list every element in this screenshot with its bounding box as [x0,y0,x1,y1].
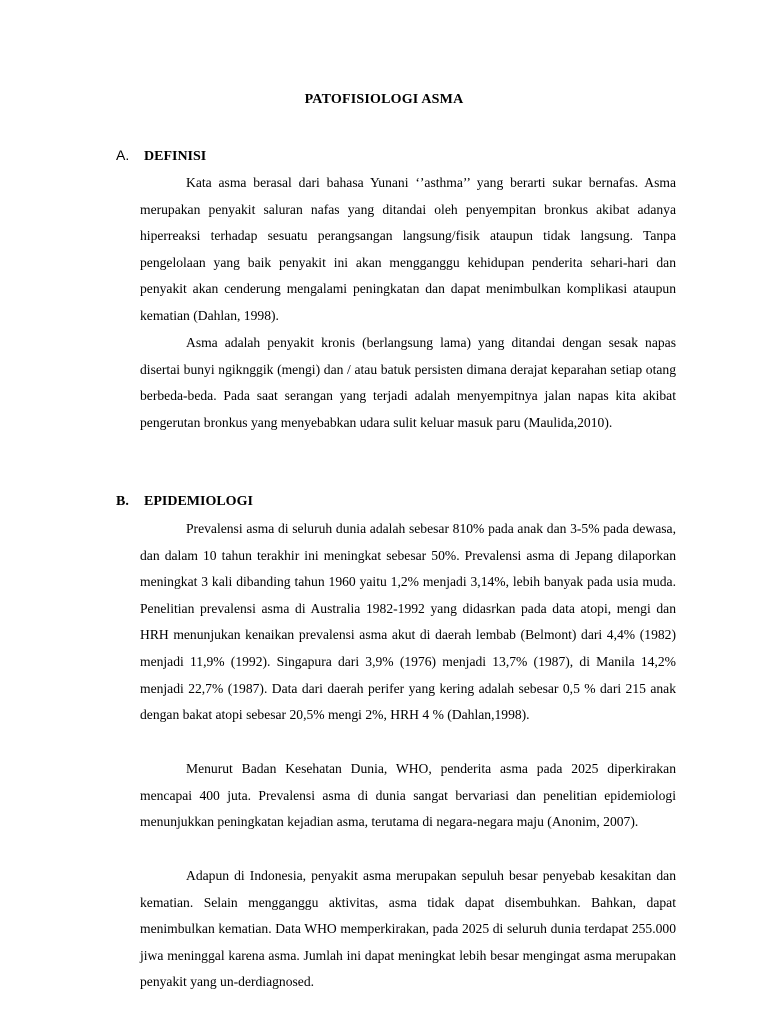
section-title: DEFINISI [144,149,207,164]
paragraph: Asma adalah penyakit kronis (berlangsung lama) yang ditandai dengan sesak napas disertai bunyi ngiknggik (mengi) dan / atau batuk persisten dimana derajat keparahan setiap otang berbeda-beda. Pada saat serangan yang terjadi adalah menyempitnya jalan napas kita akibat pengerutan bronkus yang menyebabkan udara sulit keluar masuk paru (Maulida,2010). [140,335,676,430]
paragraph: Prevalensi asma di seluruh dunia adalah sebesar 810% pada anak dan 3-5% pada dewasa, dan dalam 10 tahun terakhir ini meningkat sebesar 50%. Prevalensi asma di Jepang dilaporkan meningkat 3 kali dibanding tahun 1960 yaitu 1,2% menjadi 3,14%, lebih banyak pada usia muda. Penelitian prevalensi asma di Australia 1982-1992 yang didasrkan pada data atopi, mengi dan HRH menunjukan kenaikan prevalensi asma akut di daerah lembab (Belmont) dari 4,4% (1982) menjadi 11,9% (1992). Singapura dari 3,9% (1976) menjadi 13,7% (1987), di Manila 14,2% menjadi 22,7% (1987). Data dari daerah perifer yang kering adalah sebesar 0,5 % dari 215 anak dengan bakat atopi sebesar 20,5% mengi 2%, HRH 4 % (Dahlan,1998). [140,521,676,723]
section-heading-epidemiologi [116,494,253,510]
paragraph: Kata asma berasal dari bahasa Yunani ‘’asthma’’ yang berarti sukar bernafas. Asma merupakan penyakit saluran nafas yang ditandai oleh penyempitan bronkus akibat adanya hiperreaksi terhadap sesuatu perangsangan langsung/fisik ataupun tidak langsung. Tanpa pengelolaan yang baik penyakit ini akan mengganggu kehidupan penderita sehari-hari dan penyakit akan cenderung mengalami peningkatan dan dapat menimbulkan komplikasi ataupun kematian (Dahlan, 1998). [140,175,676,323]
section-heading-definisi [116,147,206,165]
section-marker: B. [116,494,129,509]
paragraph: Adapun di Indonesia, penyakit asma merupakan sepuluh besar penyebab kesakitan dan kematian. Selain mengganggu aktivitas, asma tidak dapat disembuhkan. Bahkan, dapat menimbulkan kematian. Data WHO memperkirakan, pada 2025 di seluruh dunia terdapat 255.000 jiwa meninggal karena asma. Jumlah ini dapat meningkat lebih besar mengingat asma merupakan penyakit yang un-derdiagnosed. [140,868,676,990]
section-marker: A. [116,147,130,163]
document-title: PATOFISIOLOGI ASMA [304,92,464,107]
paragraph: Menurut Badan Kesehatan Dunia, WHO, penderita asma pada 2025 diperkirakan mencapai 400 juta. Prevalensi asma di dunia sangat bervariasi dan penelitian epidemiologi menunjukkan peningkatan kejadian asma, terutama di negara-negara maju (Anonim, 2007). [140,761,676,830]
section-title: EPIDEMIOLOGI [144,494,253,509]
